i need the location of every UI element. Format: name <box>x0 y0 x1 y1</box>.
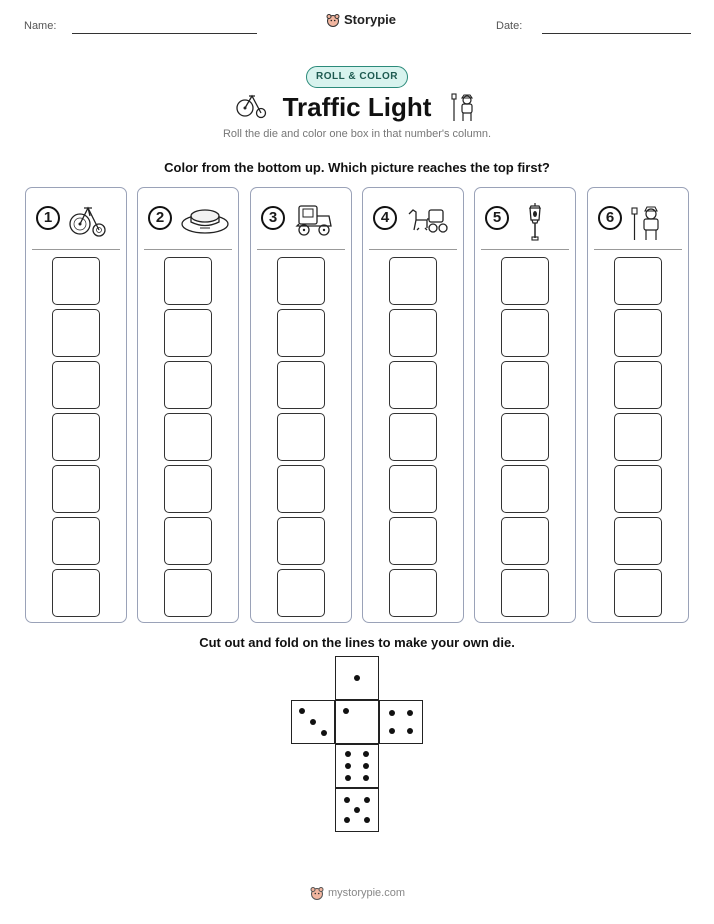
color-box[interactable] <box>164 569 212 617</box>
color-box[interactable] <box>614 413 662 461</box>
color-box[interactable] <box>614 569 662 617</box>
color-box[interactable] <box>52 517 100 565</box>
color-box[interactable] <box>389 465 437 513</box>
column-6 <box>587 187 689 623</box>
tricycle-icon <box>68 202 108 238</box>
die-face-one <box>335 656 379 700</box>
color-box[interactable] <box>52 257 100 305</box>
color-box[interactable] <box>277 569 325 617</box>
color-box[interactable] <box>501 309 549 357</box>
color-box[interactable] <box>277 361 325 409</box>
color-box[interactable] <box>614 309 662 357</box>
brand-logo <box>326 12 396 27</box>
column-number: 3 <box>261 206 285 230</box>
column-number: 6 <box>598 206 622 230</box>
column-number: 5 <box>485 206 509 230</box>
column-number: 1 <box>36 206 60 230</box>
column-divider <box>481 249 569 250</box>
die-face-six <box>335 744 379 788</box>
color-box[interactable] <box>389 309 437 357</box>
page-title: Traffic Light <box>282 92 432 122</box>
pie-mascot-icon <box>310 886 324 900</box>
column-number: 2 <box>148 206 172 230</box>
name-label: Name: <box>24 20 57 32</box>
vintage-car-icon <box>293 202 335 238</box>
die-face-three <box>291 700 335 744</box>
brand-name: Storypie <box>344 12 397 27</box>
color-box[interactable] <box>52 465 100 513</box>
column-3 <box>250 187 352 623</box>
street-lamp-icon <box>517 202 553 242</box>
die-face-four <box>379 700 423 744</box>
color-box[interactable] <box>614 517 662 565</box>
color-box[interactable] <box>164 361 212 409</box>
die-instruction: Cut out and fold on the lines to make your own die. <box>199 635 515 650</box>
color-box[interactable] <box>164 517 212 565</box>
column-1 <box>25 187 127 623</box>
color-box[interactable] <box>277 517 325 565</box>
color-box[interactable] <box>52 413 100 461</box>
name-line[interactable] <box>72 33 257 34</box>
color-box[interactable] <box>277 309 325 357</box>
police-officer-icon <box>630 202 666 242</box>
color-box[interactable] <box>277 413 325 461</box>
pie-mascot-icon <box>326 13 340 27</box>
color-box[interactable] <box>614 361 662 409</box>
color-box[interactable] <box>277 465 325 513</box>
horse-carriage-icon <box>405 202 451 238</box>
color-box[interactable] <box>52 569 100 617</box>
color-box[interactable] <box>501 257 549 305</box>
color-box[interactable] <box>501 517 549 565</box>
police-officer-icon <box>450 90 476 122</box>
color-box[interactable] <box>501 361 549 409</box>
color-box[interactable] <box>501 569 549 617</box>
column-4 <box>362 187 464 623</box>
push-button-icon <box>180 202 230 238</box>
column-number: 4 <box>373 206 397 230</box>
color-box[interactable] <box>389 517 437 565</box>
color-box[interactable] <box>614 465 662 513</box>
color-box[interactable] <box>389 257 437 305</box>
color-box[interactable] <box>164 257 212 305</box>
column-divider <box>369 249 457 250</box>
color-box[interactable] <box>389 361 437 409</box>
color-box[interactable] <box>501 413 549 461</box>
subtitle: Roll the die and color one box in that number's column. <box>222 128 492 140</box>
color-box[interactable] <box>501 465 549 513</box>
column-divider <box>594 249 682 250</box>
color-box[interactable] <box>389 413 437 461</box>
color-box[interactable] <box>52 361 100 409</box>
color-box[interactable] <box>277 257 325 305</box>
column-divider <box>144 249 232 250</box>
footer-site[interactable]: mystorypie.com <box>328 887 406 899</box>
color-box[interactable] <box>614 257 662 305</box>
instruction-text: Color from the bottom up. Which picture reaches the top first? <box>164 160 550 175</box>
color-box[interactable] <box>389 569 437 617</box>
activity-tag: ROLL & COLOR <box>306 66 408 88</box>
color-box[interactable] <box>164 465 212 513</box>
column-5 <box>474 187 576 623</box>
date-label: Date: <box>496 20 523 32</box>
column-divider <box>257 249 345 250</box>
color-box[interactable] <box>164 413 212 461</box>
footer <box>310 886 405 900</box>
date-line[interactable] <box>542 33 691 34</box>
color-box[interactable] <box>164 309 212 357</box>
die-face-one <box>335 700 379 744</box>
column-divider <box>32 249 120 250</box>
column-2 <box>137 187 239 623</box>
die-face-five <box>335 788 379 832</box>
color-box[interactable] <box>52 309 100 357</box>
